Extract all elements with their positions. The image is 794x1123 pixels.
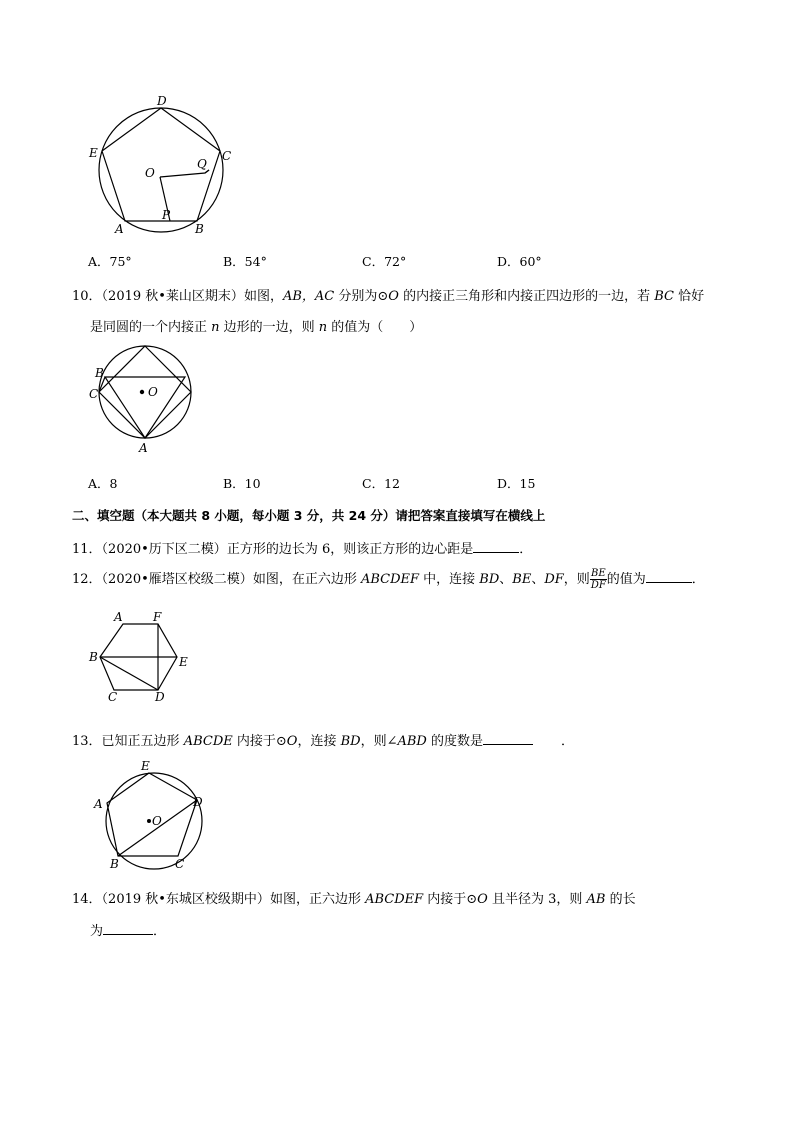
- q13-answer-blank[interactable]: [483, 732, 533, 745]
- q10-number: 10．: [72, 289, 102, 304]
- q9-label-c: C: [222, 149, 232, 163]
- q10-choice-d: D．15: [497, 476, 536, 491]
- q10-choice-a: A．8: [88, 476, 118, 491]
- q13-text-5: 的度数是: [426, 734, 483, 749]
- q14-line-2: [90, 920, 166, 939]
- q10-ab-ac: AB，AC: [282, 289, 335, 304]
- q10-text-2: 分别为⊙: [334, 289, 389, 304]
- q9-choice-d: D．60°: [497, 254, 542, 269]
- section-2-title: 二、填空题（本大题共 8 小题，每小题 3 分，共 24 分）请把答案直接填写在横线上: [72, 508, 546, 523]
- q13-center-dot: [147, 819, 151, 823]
- q13-o: O: [286, 734, 298, 749]
- q12-label-b: B: [89, 650, 98, 664]
- q13-label-o: O: [152, 814, 162, 828]
- q12-line-bd: [100, 657, 158, 690]
- q9-choice-c: C．72°: [362, 254, 407, 269]
- q14-text-3: 且半径为 3，则: [487, 892, 587, 907]
- q13-end: ．: [560, 734, 574, 749]
- q9-label-o: O: [145, 166, 155, 180]
- q12-label-e: E: [179, 655, 188, 669]
- q9-label-e: E: [89, 146, 98, 160]
- q10-choice-b: B．10: [223, 476, 261, 491]
- q14-line2: 为: [90, 924, 104, 939]
- q12-text-2: 中，连接: [419, 572, 480, 587]
- q12-label-c: C: [108, 690, 118, 704]
- q9-label-a: A: [115, 222, 124, 236]
- q10-label-b: B: [95, 366, 104, 380]
- q14-text-4: 的长: [605, 892, 636, 907]
- q12-text-4: 的值为: [606, 572, 646, 587]
- q10-center-dot: [140, 390, 144, 394]
- q14-source: （2019 秋•东城区校级期中）: [101, 892, 270, 907]
- q12-end: ．: [691, 572, 705, 587]
- q10-label-c: C: [89, 387, 99, 401]
- q13-text-4: ，则∠: [360, 734, 398, 749]
- q13-text-1: 已知正五边形: [101, 734, 184, 749]
- q13-abd: ABD: [397, 734, 427, 749]
- q14-o: O: [477, 892, 488, 907]
- q10-text-1: 如图，: [243, 289, 283, 304]
- q12-abcdef: ABCDEF: [360, 572, 420, 587]
- q10-o: O: [388, 289, 399, 304]
- q9-path-o-q-p: [160, 170, 209, 177]
- q10-choice-c: C．12: [362, 476, 400, 491]
- q14-text-1: 如图，正六边形: [269, 892, 366, 907]
- q12-answer-blank[interactable]: [646, 570, 692, 583]
- q10-circle: [99, 346, 191, 438]
- q12-label-f: F: [153, 610, 162, 624]
- q10-line-2: [90, 316, 422, 335]
- q13-text-3: ，连接: [297, 734, 341, 749]
- q12-source: （2020•雁塔区校级二模）: [101, 572, 253, 587]
- q10-label-a: A: [139, 441, 148, 455]
- q12-df: DF: [544, 572, 564, 587]
- q12-be: BE: [512, 572, 532, 587]
- q10-bc: BC: [654, 289, 674, 304]
- q13-bd: BD: [340, 734, 361, 749]
- q11-end: ．: [519, 542, 533, 557]
- q10-figure: [85, 340, 205, 460]
- q9-label-p: P: [162, 208, 171, 222]
- q10-label-o: O: [148, 385, 158, 399]
- q9-label-q: Q: [197, 157, 207, 171]
- q13-line-bd: [118, 800, 197, 856]
- q10-n: n: [211, 320, 220, 335]
- q13-line: [72, 730, 574, 749]
- q10-line2-b: 边形的一边，则: [219, 320, 319, 335]
- q13-label-e: E: [141, 759, 150, 773]
- q12-text-1: 如图，在正六边形: [252, 572, 361, 587]
- q12-figure: [85, 606, 195, 706]
- q12-text-3: ，则: [563, 572, 590, 587]
- q14-ab: AB: [586, 892, 606, 907]
- q9-choice-a: A．75°: [88, 254, 132, 269]
- q10-text-3: 的内接正三角形和内接正四边形的一边，若: [398, 289, 655, 304]
- q12-number: 12．: [72, 572, 102, 587]
- q10-line2-c: 的值为（ ）: [327, 320, 423, 335]
- q9-figure: [85, 95, 235, 245]
- q13-label-a: A: [94, 797, 103, 811]
- q10-text-4: 恰好: [673, 289, 705, 304]
- q10-line-1: [72, 285, 704, 304]
- q14-number: 14．: [72, 892, 102, 907]
- q9-label-b: B: [195, 222, 204, 236]
- q14-text-2: 内接于⊙: [423, 892, 478, 907]
- q12-sep2: 、: [531, 572, 545, 587]
- q13-abcde: ABCDE: [183, 734, 233, 749]
- q12-frac-num: BE: [590, 568, 606, 579]
- q12-label-d: D: [155, 690, 165, 704]
- q14-line-1: [72, 888, 636, 907]
- q14-answer-blank[interactable]: [103, 922, 153, 935]
- q9-choice-b: B．54°: [223, 254, 267, 269]
- q10-source: （2019 秋•莱山区期末）: [101, 289, 244, 304]
- q13-figure: [88, 758, 213, 873]
- q11-line: [72, 538, 532, 557]
- q10-line2-a: 是同圆的一个内接正: [90, 320, 212, 335]
- q12-bd: BD: [479, 572, 500, 587]
- q12-frac-den: DF: [590, 580, 606, 591]
- q12-line: [72, 568, 705, 591]
- q13-label-d: D: [193, 795, 203, 809]
- q11-answer-blank[interactable]: [473, 540, 519, 553]
- q14-abcdef: ABCDEF: [365, 892, 424, 907]
- q13-text-2: 内接于⊙: [232, 734, 287, 749]
- q14-end: ．: [153, 924, 167, 939]
- q13-label-c: C: [175, 857, 185, 871]
- q13-number: 13．: [72, 734, 102, 749]
- q11-source: （2020•历下区二模）: [101, 542, 227, 557]
- q12-sep1: 、: [499, 572, 513, 587]
- q11-text: 正方形的边长为 6，则该正方形的边心距是: [226, 542, 474, 557]
- q11-number: 11．: [72, 542, 102, 557]
- q13-label-b: B: [110, 857, 119, 871]
- q12-label-a: A: [114, 610, 123, 624]
- q10-n2: n: [318, 320, 328, 335]
- q12-fraction: [590, 568, 607, 591]
- q9-label-d: D: [157, 95, 167, 108]
